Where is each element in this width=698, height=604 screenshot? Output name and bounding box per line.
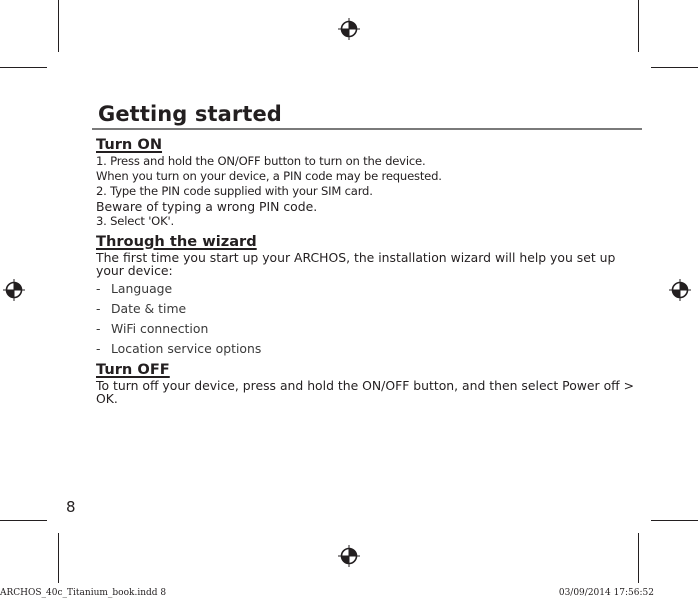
list-item [96,301,636,316]
crop-mark-bottom-right [638,533,639,583]
instruction-line: 3. Select 'OK'. [96,214,174,228]
instruction-line: 2. Type the PIN code supplied with your SIM card. [96,184,373,198]
slug-timestamp: 03/09/2014 17:56:52 [558,588,654,598]
section-heading: Turn OFF [96,361,170,378]
section-intro: The first time you start up your ARCHOS, the installation wizard will help you set up your device: [96,250,616,278]
section-text: To turn off your device, press and hold the ON/OFF button, and then select Power off > OK. [96,378,635,406]
section-turn-off [96,361,636,405]
crop-mark-top-left-h [0,67,47,68]
crop-mark-bottom-left-h [0,520,47,521]
section-heading: Turn ON [96,136,163,153]
section-heading: Through the wizard [96,233,257,250]
instruction-line: When you turn on your device, a PIN code may be requested. [96,169,442,183]
crop-mark-top-left [58,0,59,52]
list-dash: - [96,321,101,336]
list-item-label: WiFi connection [111,321,209,336]
title-divider [92,128,642,130]
page-content [96,136,636,405]
crop-mark-top-right-h [651,67,698,68]
registration-mark-right-icon [669,279,691,301]
list-dash: - [96,281,101,296]
list-dash: - [96,301,101,316]
page-number: 8 [66,498,76,516]
registration-mark-bottom-icon [338,545,360,567]
section-turn-on [96,136,636,229]
wizard-steps-list [96,281,636,356]
warning-line: Beware of typing a wrong PIN code. [96,199,318,214]
list-item [96,321,636,336]
list-item-label: Language [111,281,173,296]
instruction-line: 1. Press and hold the ON/OFF button to turn on the device. [96,154,426,168]
list-item [96,341,636,356]
crop-mark-top-right [638,0,639,52]
crop-mark-bottom-left [58,533,59,583]
registration-mark-left-icon [3,279,25,301]
crop-mark-bottom-right-h [651,520,698,521]
page-title: Getting started [98,102,282,126]
slug-filename: ARCHOS_40c_Titanium_book.indd 8 [0,588,167,598]
list-dash: - [96,341,101,356]
list-item [96,281,636,296]
list-item-label: Location service options [111,341,262,356]
section-wizard [96,233,636,356]
registration-mark-top-icon [338,18,360,40]
list-item-label: Date & time [111,301,187,316]
